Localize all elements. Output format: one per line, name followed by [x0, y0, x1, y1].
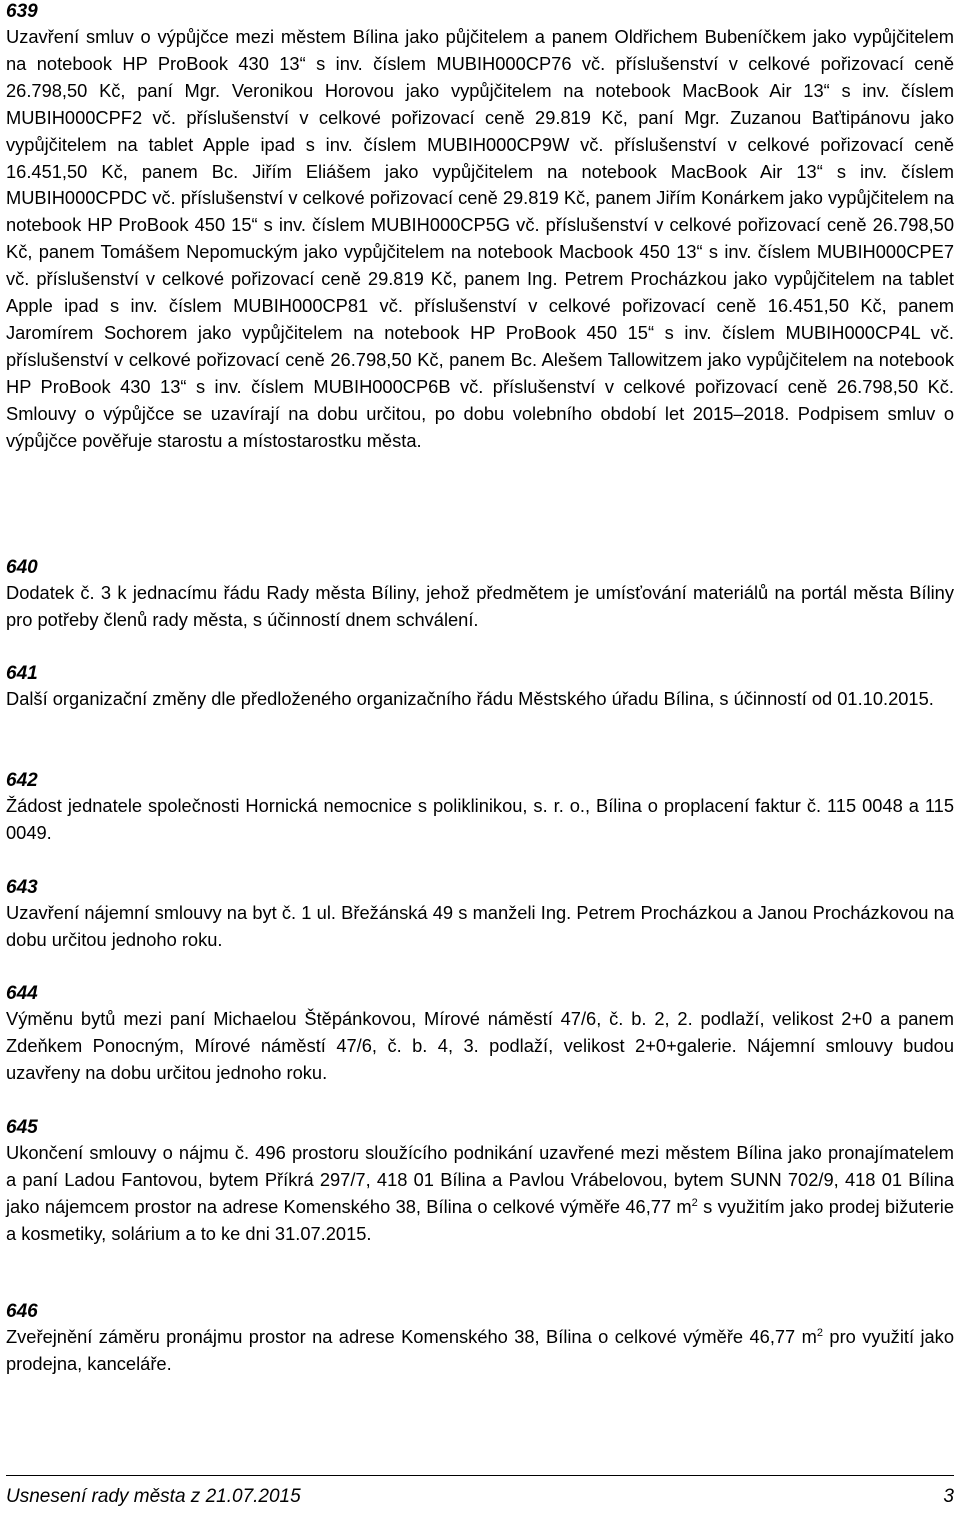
- resolution-641: [6, 662, 954, 713]
- page-footer: [6, 1475, 954, 1508]
- resolution-number: 643: [6, 877, 38, 898]
- footer-title: Usnesení rady města z 21.07.2015: [6, 1486, 301, 1507]
- resolution-number: 646: [6, 1301, 38, 1322]
- page-number: 3: [943, 1486, 954, 1507]
- resolution-643: [6, 876, 954, 954]
- resolution-640: [6, 556, 954, 634]
- resolution-number: 645: [6, 1117, 38, 1138]
- resolution-number: 640: [6, 557, 38, 578]
- resolution-645: [6, 1116, 954, 1248]
- superscript: 2: [816, 1326, 823, 1339]
- resolution-number: 641: [6, 663, 38, 684]
- resolution-644: [6, 982, 954, 1087]
- resolution-text: Výměnu bytů mezi paní Michaelou Štěpánkovou, Mírové náměstí 47/6, č. b. 2, 2. podlaží, velikost 2+0 a panem Zdeňkem Ponocným, Mírové náměstí 47/6, č. b. 4, 3. podlaží, velikost 2+0+galerie. Nájemní smlouvy budou uzavřeny na dobu určitou jednoho roku.: [6, 1008, 954, 1083]
- resolution-text: Zveřejnění záměru pronájmu prostor na adrese Komenského 38, Bílina o celkové výměře 46,77 $m^2$ pro využití jako prodejna, kanceláře.: [6, 1326, 954, 1374]
- resolution-text: Uzavření nájemní smlouvy na byt č. 1 ul. Břežánská 49 s manželi Ing. Petrem Procházkou a Janou Procházkovou na dobu určitou jednoho roku.: [6, 902, 954, 950]
- resolution-number: 642: [6, 770, 38, 791]
- resolution-text: Dodatek č. 3 k jednacímu řádu Rady města Bíliny, jehož předmětem je umísťování materiálů na portál města Bíliny pro potřeby členů rady města, s účinností dnem schválení.: [6, 582, 954, 630]
- resolution-639: [6, 0, 954, 455]
- resolution-number: 644: [6, 983, 38, 1004]
- superscript: 2: [691, 1196, 698, 1209]
- resolution-text: Další organizační změny dle předloženého organizačního řádu Městského úřadu Bílina, s účinností od 01.10.2015.: [6, 688, 934, 709]
- resolution-text: Uzavření smluv o výpůjčce mezi městem Bílina jako půjčitelem a panem Oldřichem Bubeníčkem jako vypůjčitelem na notebook HP ProBook 430 13“ s inv. číslem MUBIH000CP76 vč. příslušenství v celkové pořizovací ceně 26.798,50 Kč, paní Mgr. Veronikou Horovou jako vypůjčitelem na notebook MacBook Air 13“ s inv. číslem MUBIH000CPF2 vč. příslušenství v celkové pořizovací ceně 29.819 Kč, paní Mgr. Zuzanou Baťtipánovu jako vypůjčitelem na tablet Apple ipad s inv. číslem MUBIH000CP9W vč. příslušenství v celkové pořizovací ceně 16.451,50 Kč, panem Bc. Jiřím Eliášem jako vypůjčitelem na notebook MacBook Air 13“ s inv. číslem MUBIH000CPDC vč. příslušenství v celkové pořizovací ceně 29.819 Kč, panem Jiřím Konárkem jako vypůjčitelem na notebook HP ProBook 450 15“ s inv. číslem MUBIH000CP5G vč. příslušenství v celkové pořizovací ceně 26.798,50 Kč, panem Tomášem Nepomuckým jako vypůjčitelem na notebook Macbook 450 13“ s inv. číslem MUBIH000CPE7 vč. příslušenství v celkové pořizovací ceně 29.819 Kč, panem Ing. Petrem Procházkou jako vypůjčitelem na tablet Apple ipad s inv. číslem MUBIH000CP81 vč. příslušenství v celkové pořizovací ceně 16.451,50 Kč, panem Jaromírem Sochorem jako vypůjčitelem na notebook HP ProBook 450 15“ s inv. číslem MUBIH000CP4L vč. příslušenství v celkové pořizovací ceně 26.798,50 Kč, panem Bc. Alešem Tallowitzem jako vypůjčitelem na notebook HP ProBook 430 13“ s inv. číslem MUBIH000CP6B vč. příslušenství v celkové pořizovací ceně 26.798,50 Kč. Smlouvy o výpůjčce se uzavírají na dobu určitou, po dobu volebního období let 2015–2018. Podpisem smluv o výpůjčce pověřuje starostu a místostarostku města.: [6, 26, 954, 451]
- resolution-642: [6, 769, 954, 847]
- resolution-number: 639: [6, 1, 38, 22]
- resolution-text: Žádost jednatele společnosti Hornická nemocnice s poliklinikou, s. r. o., Bílina o proplacení faktur č. 115 0048 a 115 0049.: [6, 795, 954, 843]
- resolution-646: [6, 1300, 954, 1378]
- resolution-text: Ukončení smlouvy o nájmu č. 496 prostoru sloužícího podnikání uzavřené mezi městem Bílina jako pronajímatelem a paní Ladou Fantovou, bytem Příkrá 297/7, 418 01 Bílina a Pavlou Vrábelovou, bytem SUNN 702/9, 418 01 Bílina jako nájemcem prostor na adrese Komenského 38, Bílina o celkové výměře 46,77 $m^2$ s využitím jako prodej bižuterie a kosmetiky, solárium a to ke dni 31.07.2015.: [6, 1142, 954, 1244]
